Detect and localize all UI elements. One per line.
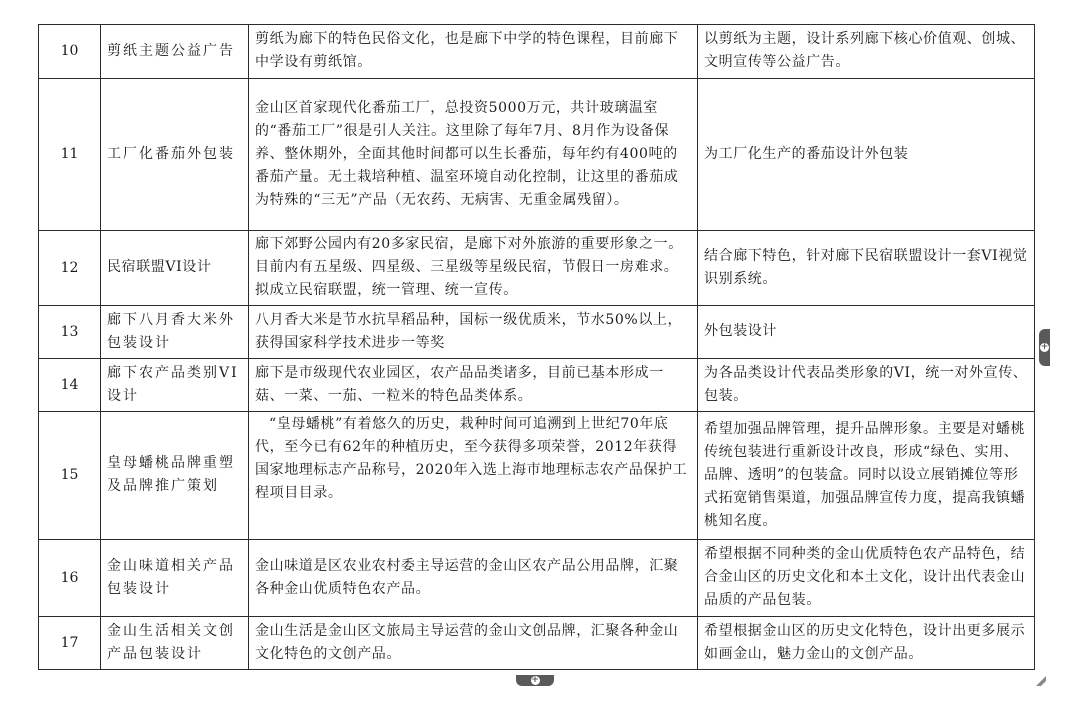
- design-requirement[interactable]: 希望根据不同种类的金山优质特色农产品特色，结合金山区的历史文化和本土文化，设计出代表金山品质的产品包装。: [698, 540, 1035, 617]
- design-requirement[interactable]: 以剪纸为主题，设计系列廊下核心价值观、创城、文明宣传等公益广告。: [698, 25, 1035, 79]
- project-description[interactable]: 金山生活是金山区文旅局主导运营的金山文创品牌，汇聚各种金山文化特色的文创产品。: [249, 617, 698, 670]
- project-description[interactable]: 廊下郊野公园内有20多家民宿，是廊下对外旅游的重要形象之一。目前内有五星级、四星级、三星级等星级民宿，节假日一房难求。拟成立民宿联盟，统一管理、统一宣传。: [249, 231, 698, 306]
- design-requirement[interactable]: 结合廊下特色，针对廊下民宿联盟设计一套VI视觉识别系统。: [698, 231, 1035, 306]
- row-number[interactable]: 17: [39, 617, 101, 670]
- design-requirement[interactable]: 为各品类设计代表品类形象的VI，统一对外宣传、包装。: [698, 359, 1035, 412]
- row-number[interactable]: 15: [39, 412, 101, 540]
- row-number[interactable]: 13: [39, 306, 101, 359]
- table-row: [39, 306, 1035, 359]
- table-row: [39, 79, 1035, 231]
- project-name[interactable]: 剪纸主题公益广告: [101, 25, 249, 79]
- project-description[interactable]: “皇母蟠桃”有着悠久的历史，栽种时间可追溯到上世纪70年底代，至今已有62年的种植历史，至今获得多项荣誉，2012年获得国家地理标志产品称号，2020年入选上海市地理标志农产品保护工程项目目录。: [249, 412, 698, 540]
- data-table: [38, 24, 1035, 670]
- row-number[interactable]: 11: [39, 79, 101, 231]
- table-row: [39, 359, 1035, 412]
- project-name[interactable]: 金山生活相关文创产品包装设计: [101, 617, 249, 670]
- design-requirement[interactable]: 希望根据金山区的历史文化特色，设计出更多展示如画金山，魅力金山的文创产品。: [698, 617, 1035, 670]
- project-name[interactable]: 皇母蟠桃品牌重塑及品牌推广策划: [101, 412, 249, 540]
- design-requirement[interactable]: 希望加强品牌管理，提升品牌形象。主要是对蟠桃传统包装进行重新设计改良，形成“绿色、实用、品牌、透明”的包装盒。同时以设立展销摊位等形式拓宽销售渠道，加强品牌宣传力度，提高我镇蟠桃知名度。: [698, 412, 1035, 540]
- project-description[interactable]: 廊下是市级现代农业园区，农产品品类诸多，目前已基本形成一菇、一菜、一茄、一粒米的特色品类体系。: [249, 359, 698, 412]
- project-description[interactable]: 金山区首家现代化番茄工厂，总投资5000万元，共计玻璃温室的“番茄工厂”很是引人关注。这里除了每年7月、8月作为设备保养、整休期外，全面其他时间都可以生长番茄，每年约有400吨的番茄产量。无土栽培种植、温室环境自动化控制，让这里的番茄成为特殊的“三无”产品（无农药、无病害、无重金属残留）。: [249, 79, 698, 231]
- resize-icon[interactable]: [1036, 676, 1046, 686]
- add-column-handle[interactable]: [1039, 329, 1050, 366]
- add-row-handle[interactable]: [516, 675, 554, 686]
- project-description[interactable]: 八月香大米是节水抗旱稻品种，国标一级优质米，节水50%以上，获得国家科学技术进步一等奖: [249, 306, 698, 359]
- row-number[interactable]: 10: [39, 25, 101, 79]
- project-name[interactable]: 廊下八月香大米外包装设计: [101, 306, 249, 359]
- design-requirement[interactable]: 为工厂化生产的番茄设计外包装: [698, 79, 1035, 231]
- project-description[interactable]: 金山味道是区农业农村委主导运营的金山区农产品公用品牌，汇聚各种金山优质特色农产品。: [249, 540, 698, 617]
- project-name[interactable]: 廊下农产品类别VI设计: [101, 359, 249, 412]
- project-name[interactable]: 工厂化番茄外包装: [101, 79, 249, 231]
- table-row: [39, 25, 1035, 79]
- data-table-container: [38, 24, 1034, 670]
- design-requirement[interactable]: 外包装设计: [698, 306, 1035, 359]
- row-number[interactable]: 14: [39, 359, 101, 412]
- add-column-icon: +: [1040, 342, 1049, 352]
- table-row: [39, 231, 1035, 306]
- row-number[interactable]: 16: [39, 540, 101, 617]
- project-description[interactable]: 剪纸为廊下的特色民俗文化，也是廊下中学的特色课程，目前廊下中学设有剪纸馆。: [249, 25, 698, 79]
- add-row-icon: +: [531, 675, 539, 685]
- table-row: [39, 617, 1035, 670]
- project-name[interactable]: 金山味道相关产品包装设计: [101, 540, 249, 617]
- project-name[interactable]: 民宿联盟VI设计: [101, 231, 249, 306]
- table-row: [39, 412, 1035, 540]
- row-number[interactable]: 12: [39, 231, 101, 306]
- table-row: [39, 540, 1035, 617]
